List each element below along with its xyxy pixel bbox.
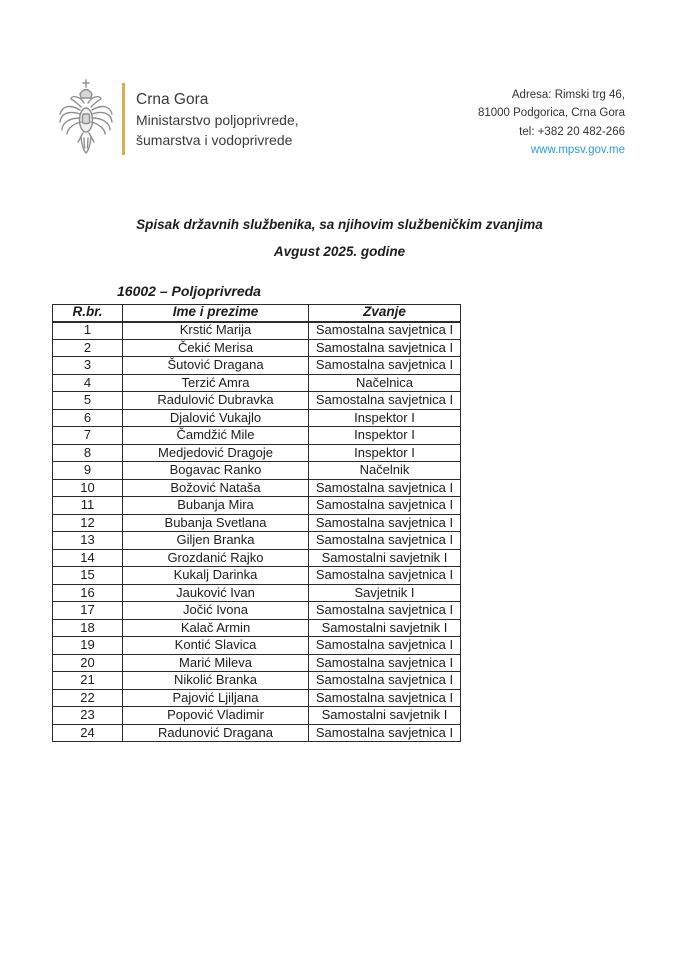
row-number-cell: 13 <box>53 532 123 550</box>
row-number-cell: 16 <box>53 584 123 602</box>
address-line1: Adresa: Rimski trg 46, <box>511 89 625 101</box>
row-number-cell: 14 <box>53 549 123 567</box>
row-number-cell: 8 <box>53 444 123 462</box>
name-cell: Radulović Dubravka <box>123 392 309 410</box>
title-cell: Samostalna savjetnica I <box>309 339 461 357</box>
title-cell: Samostalna savjetnica I <box>309 514 461 532</box>
table-row <box>53 514 461 532</box>
ministry-name-block <box>136 87 299 151</box>
name-cell: Popović Vladimir <box>123 707 309 725</box>
title-cell: Samostalni savjetnik I <box>309 707 461 725</box>
table-row <box>53 497 461 515</box>
address-line2: 81000 Podgorica, Crna Gora <box>477 107 625 120</box>
document-title <box>0 218 679 259</box>
name-cell: Radunović Dragana <box>123 724 309 742</box>
name-cell: Šutović Dragana <box>123 357 309 375</box>
name-cell: Kontić Slavica <box>123 637 309 655</box>
title-cell: Samostalna savjetnica I <box>309 497 461 515</box>
name-cell: Kalač Armin <box>123 619 309 637</box>
row-number-cell: 10 <box>53 479 123 497</box>
title-cell: Samostalna savjetnica I <box>309 567 461 585</box>
row-number-cell: 24 <box>53 724 123 742</box>
section-label: 16002 – Poljoprivreda <box>117 282 261 299</box>
row-number-cell: 19 <box>53 637 123 655</box>
title-cell: Samostalna savjetnica I <box>309 602 461 620</box>
name-cell: Marić Mileva <box>123 654 309 672</box>
table-row <box>53 357 461 375</box>
title-cell: Načelnik <box>309 462 461 480</box>
table-row <box>53 549 461 567</box>
name-cell: Jauković Ivan <box>123 584 309 602</box>
table-row <box>53 374 461 392</box>
table-row <box>53 444 461 462</box>
table-row <box>53 427 461 445</box>
name-cell: Terzić Amra <box>123 374 309 392</box>
name-cell: Bubanja Svetlana <box>123 514 309 532</box>
title-cell: Samostalna savjetnica I <box>309 654 461 672</box>
name-cell: Bogavac Ranko <box>123 462 309 480</box>
row-number-cell: 17 <box>53 602 123 620</box>
name-cell: Grozdanić Rajko <box>123 549 309 567</box>
row-number-cell: 4 <box>53 374 123 392</box>
title-cell: Samostalna savjetnica I <box>309 532 461 550</box>
table-row <box>53 672 461 690</box>
table-body <box>53 322 461 742</box>
table-row <box>53 322 461 340</box>
document-title-line2: Avgust 2025. godine <box>273 243 406 259</box>
title-cell: Samostalna savjetnica I <box>309 637 461 655</box>
title-cell: Samostalna savjetnica I <box>309 479 461 497</box>
name-cell: Jočić Ivona <box>123 602 309 620</box>
row-number-cell: 7 <box>53 427 123 445</box>
name-cell: Bubanja Mira <box>123 497 309 515</box>
title-cell: Samostalna savjetnica I <box>309 322 461 340</box>
table-row <box>53 339 461 357</box>
table-row <box>53 409 461 427</box>
table-row <box>53 654 461 672</box>
ministry-name-line2: šumarstva i vodoprivrede <box>136 132 293 149</box>
name-cell: Giljen Branka <box>123 532 309 550</box>
table-header-row <box>53 304 461 322</box>
row-number-cell: 12 <box>53 514 123 532</box>
table-row <box>53 637 461 655</box>
title-cell: Samostalna savjetnica I <box>309 357 461 375</box>
name-cell: Čamdžić Mile <box>123 427 309 445</box>
staff-table <box>52 304 461 743</box>
title-cell: Inspektor I <box>309 427 461 445</box>
phone-line: tel: +382 20 482-266 <box>519 125 625 138</box>
row-number-cell: 5 <box>53 392 123 410</box>
table-row <box>53 602 461 620</box>
document-title-line1: Spisak državnih službenika, sa njihovim službeničkim zvanjima <box>136 217 543 232</box>
table-row <box>53 567 461 585</box>
row-number-cell: 9 <box>53 462 123 480</box>
table-row <box>53 392 461 410</box>
name-cell: Medjedović Dragoje <box>123 444 309 462</box>
ministry-name-line1: Ministarstvo poljoprivrede, <box>136 112 299 129</box>
country-name: Crna Gora <box>136 90 209 108</box>
title-cell: Samostalna savjetnica I <box>309 672 461 690</box>
title-cell: Načelnica <box>309 374 461 392</box>
table-row <box>53 619 461 637</box>
column-header-name: Ime i prezime <box>123 304 309 322</box>
table-row <box>53 462 461 480</box>
table-row <box>53 479 461 497</box>
row-number-cell: 20 <box>53 654 123 672</box>
name-cell: Kukalj Darinka <box>123 567 309 585</box>
montenegro-coat-of-arms-icon <box>58 78 114 160</box>
title-cell: Samostalna savjetnica I <box>309 724 461 742</box>
title-cell: Samostalna savjetnica I <box>309 392 461 410</box>
row-number-cell: 3 <box>53 357 123 375</box>
name-cell: Nikolić Branka <box>123 672 309 690</box>
title-cell: Samostalni savjetnik I <box>309 549 461 567</box>
contact-block <box>478 78 625 160</box>
table-row <box>53 724 461 742</box>
name-cell: Božović Nataša <box>123 479 309 497</box>
gold-divider <box>122 83 125 155</box>
title-cell: Inspektor I <box>309 409 461 427</box>
name-cell: Pajović Ljiljana <box>123 689 309 707</box>
table-row <box>53 584 461 602</box>
row-number-cell: 22 <box>53 689 123 707</box>
name-cell: Krstić Marija <box>123 322 309 340</box>
column-header-rbr: R.br. <box>53 304 123 322</box>
title-cell: Samostalni savjetnik I <box>309 619 461 637</box>
row-number-cell: 1 <box>53 322 123 340</box>
row-number-cell: 11 <box>53 497 123 515</box>
name-cell: Čekić Merisa <box>123 339 309 357</box>
title-cell: Samostalna savjetnica I <box>309 689 461 707</box>
row-number-cell: 6 <box>53 409 123 427</box>
table-row <box>53 689 461 707</box>
row-number-cell: 2 <box>53 339 123 357</box>
title-cell: Inspektor I <box>309 444 461 462</box>
letterhead <box>0 0 679 160</box>
row-number-cell: 18 <box>53 619 123 637</box>
ministry-brand <box>58 78 299 160</box>
row-number-cell: 15 <box>53 567 123 585</box>
column-header-title: Zvanje <box>309 304 461 322</box>
table-row <box>53 707 461 725</box>
name-cell: Djalović Vukajlo <box>123 409 309 427</box>
title-cell: Savjetnik I <box>309 584 461 602</box>
table-row <box>53 532 461 550</box>
row-number-cell: 23 <box>53 707 123 725</box>
row-number-cell: 21 <box>53 672 123 690</box>
website-link[interactable]: www.mpsv.gov.me <box>530 144 625 157</box>
